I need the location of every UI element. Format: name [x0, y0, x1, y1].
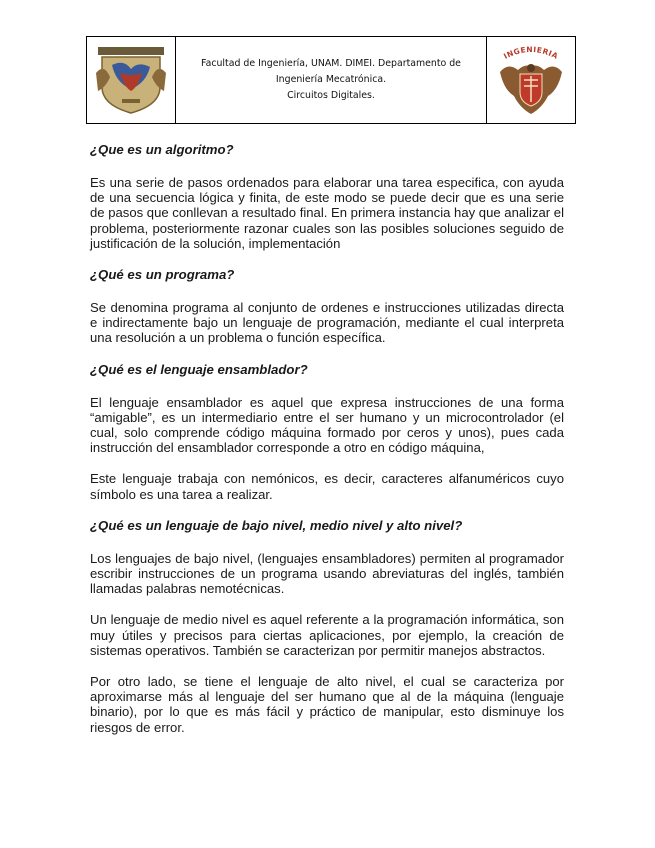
header-line-1: Facultad de Ingeniería, UNAM. DIMEI. Departamento de	[201, 58, 461, 69]
ingenieria-logo-text: INGENIERIA	[502, 44, 560, 61]
unam-logo-cell	[87, 37, 176, 123]
paragraph-ensamblador-1: El lenguaje ensamblador es aquel que expresa instrucciones de una forma “amigable”, es un intermediario entre el ser humano y un microcontrolador (el cual, solo comprende código máquina formado por ceros y unos), pues cada instrucción del ensamblador corresponde a otro en código máquina,	[90, 394, 564, 456]
paragraph-algoritmo: Es una serie de pasos ordenados para elaborar una tarea especifica, con ayuda de una secuencia lógica y finita, de este modo se puede decir que es una serie de pasos que conllevan a resultado final. En primera instancia hay que analizar el problema, posteriormente razonar cuales son las posibles soluciones seguido de justificación de la solución, implementación	[90, 175, 564, 251]
svg-text:INGENIERIA	[502, 45, 560, 61]
paragraph-medio-nivel: Un lenguaje de medio nivel es aquel referente a la programación informática, son muy útiles y precisos para ciertas aplicaciones, por ejemplo, la creación de sistemas operativos. También se caracterizan por permitir manejos abstractos.	[90, 612, 564, 658]
document-header	[86, 36, 576, 124]
header-line-2: Ingeniería Mecatrónica.	[275, 74, 387, 85]
header-title-block	[176, 37, 486, 123]
paragraph-ensamblador-2: Este lenguaje trabaja con nemónicos, es decir, caracteres alfanuméricos cuyo símbolo es una tarea a realizar.	[90, 471, 564, 502]
paragraph-bajo-nivel: Los lenguajes de bajo nivel, (lenguajes ensambladores) permiten al programador escribir instrucciones de un programa usando abreviaturas del inglés, también llamadas palabras nemotécnicas.	[90, 550, 564, 597]
ingenieria-logo-cell	[486, 37, 575, 123]
paragraph-alto-nivel: Por otro lado, se tiene el lenguaje de alto nivel, el cual se caracteriza por aproximarse más al lenguaje del ser humano que al de la máquina (lenguaje binario), por lo que es más fácil y práctico de manipular, esto disminuye los riesgos de error.	[90, 674, 564, 735]
unam-shield-icon	[94, 43, 168, 117]
ingenieria-eagle-icon	[494, 42, 568, 118]
paragraph-programa: Se denomina programa al conjunto de ordenes e instrucciones utilizadas directa e indirectamente bajo un lenguaje de programación, mediante el cual interpreta una resolución a un problema o función específica.	[90, 300, 564, 346]
section-heading-programa: ¿Qué es un programa?	[90, 267, 235, 283]
document-body	[90, 142, 564, 735]
section-heading-niveles: ¿Qué es un lenguaje de bajo nivel, medio nivel y alto nivel?	[90, 517, 463, 533]
section-heading-algoritmo: ¿Que es un algoritmo?	[90, 142, 234, 157]
header-line-3: Circuitos Digitales.	[287, 90, 375, 101]
section-heading-ensamblador: ¿Qué es el lenguaje ensamblador?	[90, 361, 308, 377]
